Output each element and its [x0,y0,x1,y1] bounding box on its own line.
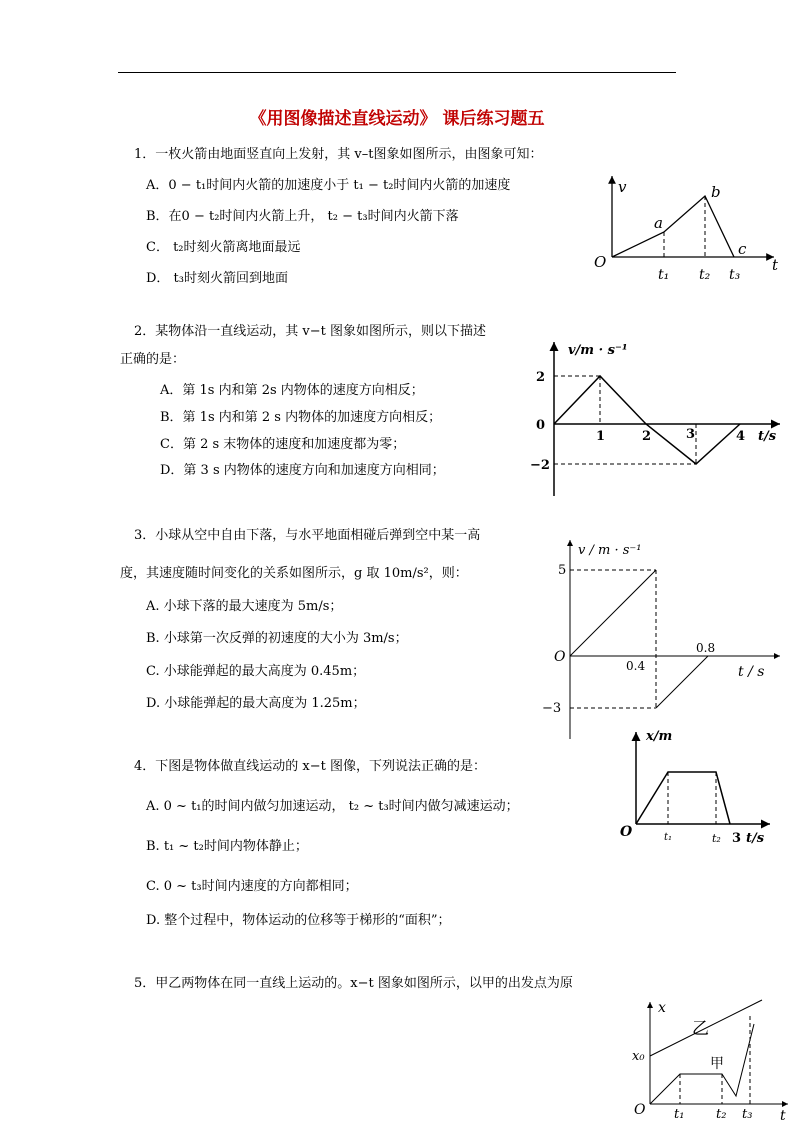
q5-y-label: x [658,1000,666,1016]
q3-option-b: B. 小球第一次反弹的初速度的大小为 3m/s； [146,631,408,646]
q1-x-label: t [772,256,779,274]
q2-option-a: A．第 1s 内和第 2s 内物体的速度方向相反； [160,383,424,398]
q5-xtick-t3: t₃ [742,1107,753,1122]
q1-stem: 1．一枚火箭由地面竖直向上发射，其 v–t图象如图所示，由图象可知： [134,147,543,162]
q4-option-d: D. 整个过程中，物体运动的位移等于梯形的“面积”； [146,913,451,928]
q5-ytick-x0: x₀ [632,1049,645,1064]
q1-point-b: b [711,183,721,201]
q3-ytick-m3: −3 [542,701,562,716]
q5-series-yi: 乙 [692,1019,709,1039]
q3-option-d: D. 小球能弹起的最大高度为 1.25m； [146,696,366,711]
q4-option-b: B. t₁ ~ t₂时间内物体静止； [146,839,308,854]
q3-vt-graph [534,534,788,746]
q3-x-label: t / s [738,664,765,680]
q5-xtick-t1: t₁ [674,1107,685,1122]
q3-rise-line [656,656,708,708]
q2-xtick-3: 3 [686,427,696,442]
q2-xtick-1: 1 [596,429,606,444]
header-rule [118,72,676,73]
q2-stem: 2．某物体沿一直线运动，其 v−t 图象如图所示，则以下描述 [134,324,486,339]
q2-curve [554,376,740,464]
q2-ytick-0: 0 [536,418,546,433]
q1-point-a: a [654,214,663,232]
q5-xtick-t2: t₂ [716,1107,727,1122]
q2-option-d: D．第 3 s 内物体的速度方向和加速度方向相同； [160,463,445,478]
q4-origin: O [620,824,633,840]
q1-option-a: A．0 − t₁时间内火箭的加速度小于 t₁ − t₂时间内火箭的加速度 [146,178,511,193]
q3-fall-line [570,570,656,656]
q4-x-label: t/s [746,831,765,846]
page-title: 《用图像描述直线运动》 课后练习题五 [249,109,545,129]
q2-option-b: B．第 1s 内和第 2 s 内物体的加速度方向相反； [160,410,442,425]
q3-stem: 3．小球从空中自由下落，与水平地面相碰后弹到空中某一高 [134,528,481,543]
q3-option-a: A. 小球下落的最大速度为 5m/s； [146,599,343,614]
q1-option-c: C． t₂时刻火箭离地面最远 [146,240,301,255]
q2-vt-graph [528,336,788,504]
q2-stem-cont: 正确的是： [120,352,186,367]
q3-stem-cont: 度，其速度随时间变化的关系如图所示，g 取 10m/s²，则： [120,566,468,581]
q3-xtick-04: 0.4 [626,659,646,673]
q1-point-c: c [738,240,747,258]
q3-origin: O [554,649,566,665]
q4-y-label: x/m [646,729,673,744]
q2-y-label: v/m · s⁻¹ [568,343,628,358]
q5-stem: 5．甲乙两物体在同一直线上运动的。x−t 图象如图所示，以甲的出发点为原 [134,976,573,991]
q1-vt-graph [588,170,788,290]
q1-tick-t3: t₃ [729,267,741,283]
q2-ytick-m2: −2 [530,458,550,473]
q4-stem: 4．下图是物体做直线运动的 x−t 图像，下列说法正确的是： [134,759,486,774]
q1-option-b: B．在0 − t₂时间内火箭上升， t₂ − t₃时间内火箭下落 [146,209,459,224]
q1-curve [612,196,734,257]
q4-option-a: A. 0 ~ t₁的时间内做匀加速运动， t₂ ~ t₃时间内做匀减速运动； [146,799,519,814]
q4-xtick-t2: t₂ [712,832,721,845]
q5-origin: O [634,1102,646,1118]
q5-x-label: t [780,1108,786,1123]
q3-y-label: v / m · s⁻¹ [578,543,642,558]
q1-option-d: D． t₃时刻火箭回到地面 [146,271,288,286]
q1-origin: O [594,253,607,271]
q4-xt-graph [610,724,782,850]
q4-xtick-3: 3 [732,831,742,846]
q2-x-label: t/s [758,429,777,444]
q2-ytick-2: 2 [536,370,546,385]
q3-ytick-5: 5 [558,563,567,578]
q2-option-c: C．第 2 s 末物体的速度和加速度都为零； [160,437,406,452]
q1-tick-t2: t₂ [699,267,711,283]
q4-option-c: C. 0 ~ t₃时间内速度的方向都相同； [146,879,358,894]
q5-series-jia: 甲 [710,1056,724,1072]
q2-xtick-4: 4 [736,429,746,444]
q1-tick-t1: t₁ [658,267,670,283]
q2-xtick-2: 2 [642,429,652,444]
q4-xtick-t1: t₁ [664,832,673,843]
q3-option-c: C. 小球能弹起的最大高度为 0.45m； [146,664,366,679]
q3-xtick-08: 0.8 [696,641,716,655]
q1-y-label: v [618,178,627,196]
q5-xt-graph [628,996,794,1123]
